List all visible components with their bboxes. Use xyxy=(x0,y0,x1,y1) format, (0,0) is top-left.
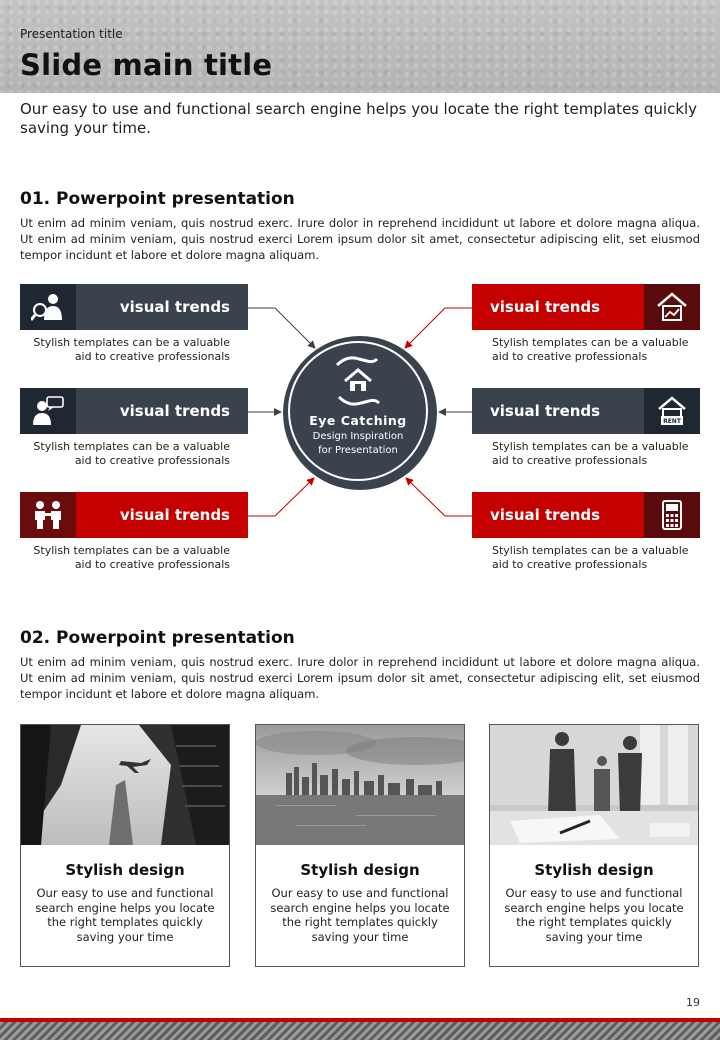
card-body: Our easy to use and functional search engine helps you locate the right templates quickly saving your time xyxy=(35,886,215,944)
calculator-icon xyxy=(644,492,700,538)
trend-label: visual trends xyxy=(76,284,248,330)
center-subtitle-1: Design Inspiration xyxy=(312,431,404,442)
section1-body: Ut enim ad minim veniam, quis nostrud exerc. Irure dolor in reprehend incididunt ut labore et dolore magna aliqua. Ut enim ad minim veniam, quis nostrud exerci Lorem ipsum dolor sit amet, consectetur adipiscing elit, set eiusmod tempor incidunt et labore et dolore magna aliquam. xyxy=(20,216,700,262)
card-title: Stylish design xyxy=(534,861,654,879)
card-3 xyxy=(489,724,699,967)
trend-left-2 xyxy=(20,388,248,434)
section2-title: 02. Powerpoint presentation xyxy=(20,628,295,648)
handshake-people-icon xyxy=(20,492,76,538)
card-body: Our easy to use and functional search engine helps you locate the right templates quickly saving your time xyxy=(504,886,684,944)
page-number: 19 xyxy=(686,996,700,1009)
trend-desc: Stylish templates can be a valuable aid to creative professionals xyxy=(33,336,230,363)
trend-desc: Stylish templates can be a valuable aid to creative professionals xyxy=(33,544,230,571)
intro-text: Our easy to use and functional search engine helps you locate the right templates quickly saving your time. xyxy=(20,100,698,137)
trend-label: visual trends xyxy=(472,492,644,538)
trend-label: visual trends xyxy=(76,492,248,538)
card-body: Our easy to use and functional search engine helps you locate the right templates quickly saving your time xyxy=(270,886,450,944)
trend-label: visual trends xyxy=(472,284,644,330)
footer-stripe xyxy=(0,1022,720,1040)
slide-main-title: Slide main title xyxy=(20,48,273,82)
card-title: Stylish design xyxy=(300,861,420,879)
speaker-person-icon xyxy=(20,388,76,434)
rent-sign-text: RENT xyxy=(663,418,681,425)
magnifier-person-icon xyxy=(20,284,76,330)
trend-right-1 xyxy=(472,284,700,330)
house-rent-icon xyxy=(644,388,700,434)
center-subtitle-2: for Presentation xyxy=(318,445,398,456)
trend-left-1 xyxy=(20,284,248,330)
trend-right-3 xyxy=(472,492,700,538)
trend-label: visual trends xyxy=(472,388,644,434)
center-title: Eye Catching xyxy=(309,413,407,428)
trend-desc: Stylish templates can be a valuable aid to creative professionals xyxy=(492,336,689,363)
connector-right-bottom xyxy=(406,478,472,516)
business-meeting-photo xyxy=(490,725,698,845)
trend-right-2 xyxy=(472,388,700,434)
trend-desc: Stylish templates can be a valuable aid to creative professionals xyxy=(492,440,689,467)
trend-desc: Stylish templates can be a valuable aid to creative professionals xyxy=(492,544,689,571)
city-skyline-photo xyxy=(256,725,464,845)
section2-body: Ut enim ad minim veniam, quis nostrud exerc. Irure dolor in reprehend incididunt ut labore et dolore magna aliqua. Ut enim ad minim veniam, quis nostrud exerci Lorem ipsum dolor sit amet, consectetur adipiscing elit, set eiusmod tempor incidunt et labore et dolore magna aliquam. xyxy=(20,655,700,701)
trend-desc: Stylish templates can be a valuable aid to creative professionals xyxy=(33,440,230,467)
connector-left-top xyxy=(248,308,315,348)
hands-house-icon xyxy=(333,355,383,409)
center-circle xyxy=(283,336,437,490)
section1-title: 01. Powerpoint presentation xyxy=(20,189,295,209)
house-chart-icon xyxy=(644,284,700,330)
trend-label: visual trends xyxy=(76,388,248,434)
connector-left-bottom xyxy=(248,478,314,516)
card-2 xyxy=(255,724,465,967)
presentation-title: Presentation title xyxy=(20,27,123,41)
card-title: Stylish design xyxy=(65,861,185,879)
skyscrapers-airplane-photo xyxy=(21,725,229,845)
trend-left-3 xyxy=(20,492,248,538)
connector-right-top xyxy=(405,308,472,348)
card-1 xyxy=(20,724,230,967)
